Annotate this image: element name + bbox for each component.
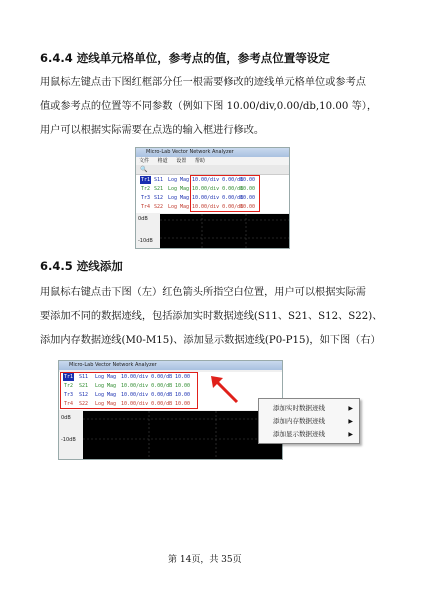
submenu-arrow-icon: ▶ — [348, 418, 353, 425]
trace-format[interactable]: Log Mag — [95, 374, 117, 380]
menu-bar — [136, 157, 289, 165]
submenu-arrow-icon: ▶ — [348, 405, 353, 412]
page-footer: 第 14页，共 35页 — [168, 555, 242, 565]
paragraph-line: 用鼠标左键点击下图红框部分任一根需要修改的迹线单元格单位或参考点 — [40, 77, 366, 88]
trace-list — [59, 372, 282, 410]
section-heading-6-4-4: 6.4.4 迹线单元格单位，参考点的值，参考点位置等设定 — [40, 51, 330, 65]
menu-file[interactable]: 文件 — [139, 158, 150, 164]
trace-format[interactable]: Log Mag — [168, 186, 190, 192]
zoom-icon[interactable]: 🔍 — [140, 166, 148, 173]
trace-param: S21 — [79, 383, 89, 389]
window-title: Micro-Lab Vector Network Analyzer — [136, 148, 289, 157]
menu-item-add-realtime-trace[interactable] — [259, 402, 359, 415]
trace-format[interactable]: Log Mag — [168, 195, 190, 201]
trace-ref[interactable]: 10.00 — [240, 177, 256, 183]
trace-format[interactable]: Log Mag — [95, 401, 117, 407]
section-heading-6-4-5: 6.4.5 迹线添加 — [40, 259, 123, 273]
trace-scale[interactable]: 10.00/div 0.00/dB — [192, 195, 244, 201]
paragraph-line: 用户可以根据实际需要在点选的输入框进行修改。 — [40, 125, 265, 136]
trace-ref[interactable]: 10.00 — [175, 374, 191, 380]
axis-label: -10dB — [138, 238, 153, 244]
paragraph-line: 值或参考点的位置等不同参数（例如下图 10.00/div,0.00/db,10.00 等）， — [40, 101, 378, 112]
trace-list — [136, 175, 289, 213]
submenu-arrow-icon: ▶ — [348, 431, 353, 438]
trace-param: S22 — [154, 204, 164, 210]
plot-area[interactable] — [83, 411, 283, 460]
menu-item-add-display-trace[interactable] — [259, 428, 359, 441]
trace-id[interactable]: Tr3 — [64, 392, 74, 398]
menu-trace[interactable]: 格道 — [157, 158, 168, 164]
trace-ref[interactable]: 10.00 — [240, 195, 256, 201]
trace-ref[interactable]: 10.00 — [175, 401, 191, 407]
paragraph-line: 用鼠标右键点击下图（左）红色箭头所指空白位置，用户可以根据实际需 — [40, 287, 366, 298]
trace-scale[interactable]: 10.00/div 0.00/dB — [121, 374, 173, 380]
trace-ref[interactable]: 10.00 — [175, 392, 191, 398]
trace-id[interactable]: Tr1 — [64, 374, 74, 380]
trace-id[interactable]: Tr2 — [64, 383, 74, 389]
menu-help[interactable]: 帮助 — [194, 158, 205, 164]
trace-param: S11 — [154, 177, 164, 183]
trace-param: S12 — [154, 195, 164, 201]
menu-item-label: 添加内存数据迹线 — [273, 417, 325, 425]
vna-window-screenshot-2 — [58, 360, 283, 460]
trace-scale[interactable]: 10.00/div 0.00/dB — [192, 177, 244, 183]
trace-param: S21 — [154, 186, 164, 192]
trace-param: S22 — [79, 401, 89, 407]
red-arrow-icon — [209, 374, 239, 404]
red-highlight-box — [60, 372, 198, 409]
trace-param: S11 — [79, 374, 89, 380]
trace-id[interactable]: Tr4 — [64, 401, 74, 407]
axis-label: 0dB — [138, 216, 148, 222]
trace-scale[interactable]: 10.00/div 0.00/dB — [121, 383, 173, 389]
trace-ref[interactable]: 10.00 — [240, 186, 256, 192]
trace-id[interactable]: Tr3 — [141, 195, 151, 201]
plot-grid — [83, 411, 283, 460]
window-title: Micro-Lab Vector Network Analyzer — [59, 361, 282, 370]
paragraph-line: 要添加不同的数据迹线，包括添加实时数据迹线(S11、S21、S12、S22)、 — [40, 311, 383, 322]
menu-item-add-memory-trace[interactable] — [259, 415, 359, 428]
menu-item-label: 添加实时数据迹线 — [273, 404, 325, 412]
plot-area[interactable] — [160, 214, 290, 249]
trace-format[interactable]: Log Mag — [95, 383, 117, 389]
trace-scale[interactable]: 10.00/div 0.00/dB — [192, 186, 244, 192]
paragraph-line: 添加内存数据迹线(M0-M15)、添加显示数据迹线(P0-P15)，如下图（右） — [40, 335, 381, 346]
trace-id[interactable]: Tr4 — [141, 204, 151, 210]
plot-grid — [160, 214, 290, 249]
trace-ref[interactable]: 10.00 — [175, 383, 191, 389]
trace-scale[interactable]: 10.00/div 0.00/dB — [192, 204, 244, 210]
toolbar — [136, 165, 289, 175]
menu-settings[interactable]: 设置 — [176, 158, 187, 164]
menu-item-label: 添加显示数据迹线 — [273, 430, 325, 438]
trace-scale[interactable]: 10.00/div 0.00/dB — [121, 392, 173, 398]
context-menu — [258, 398, 360, 444]
trace-param: S12 — [79, 392, 89, 398]
axis-label: -10dB — [61, 437, 76, 443]
trace-format[interactable]: Log Mag — [168, 177, 190, 183]
trace-format[interactable]: Log Mag — [168, 204, 190, 210]
vna-window-screenshot-1 — [135, 147, 290, 249]
trace-id[interactable]: Tr1 — [141, 177, 151, 183]
trace-id[interactable]: Tr2 — [141, 186, 151, 192]
trace-scale[interactable]: 10.00/div 0.00/dB — [121, 401, 173, 407]
trace-format[interactable]: Log Mag — [95, 392, 117, 398]
axis-label: 0dB — [61, 415, 71, 421]
trace-ref[interactable]: 10.00 — [240, 204, 256, 210]
red-highlight-box — [190, 175, 260, 212]
